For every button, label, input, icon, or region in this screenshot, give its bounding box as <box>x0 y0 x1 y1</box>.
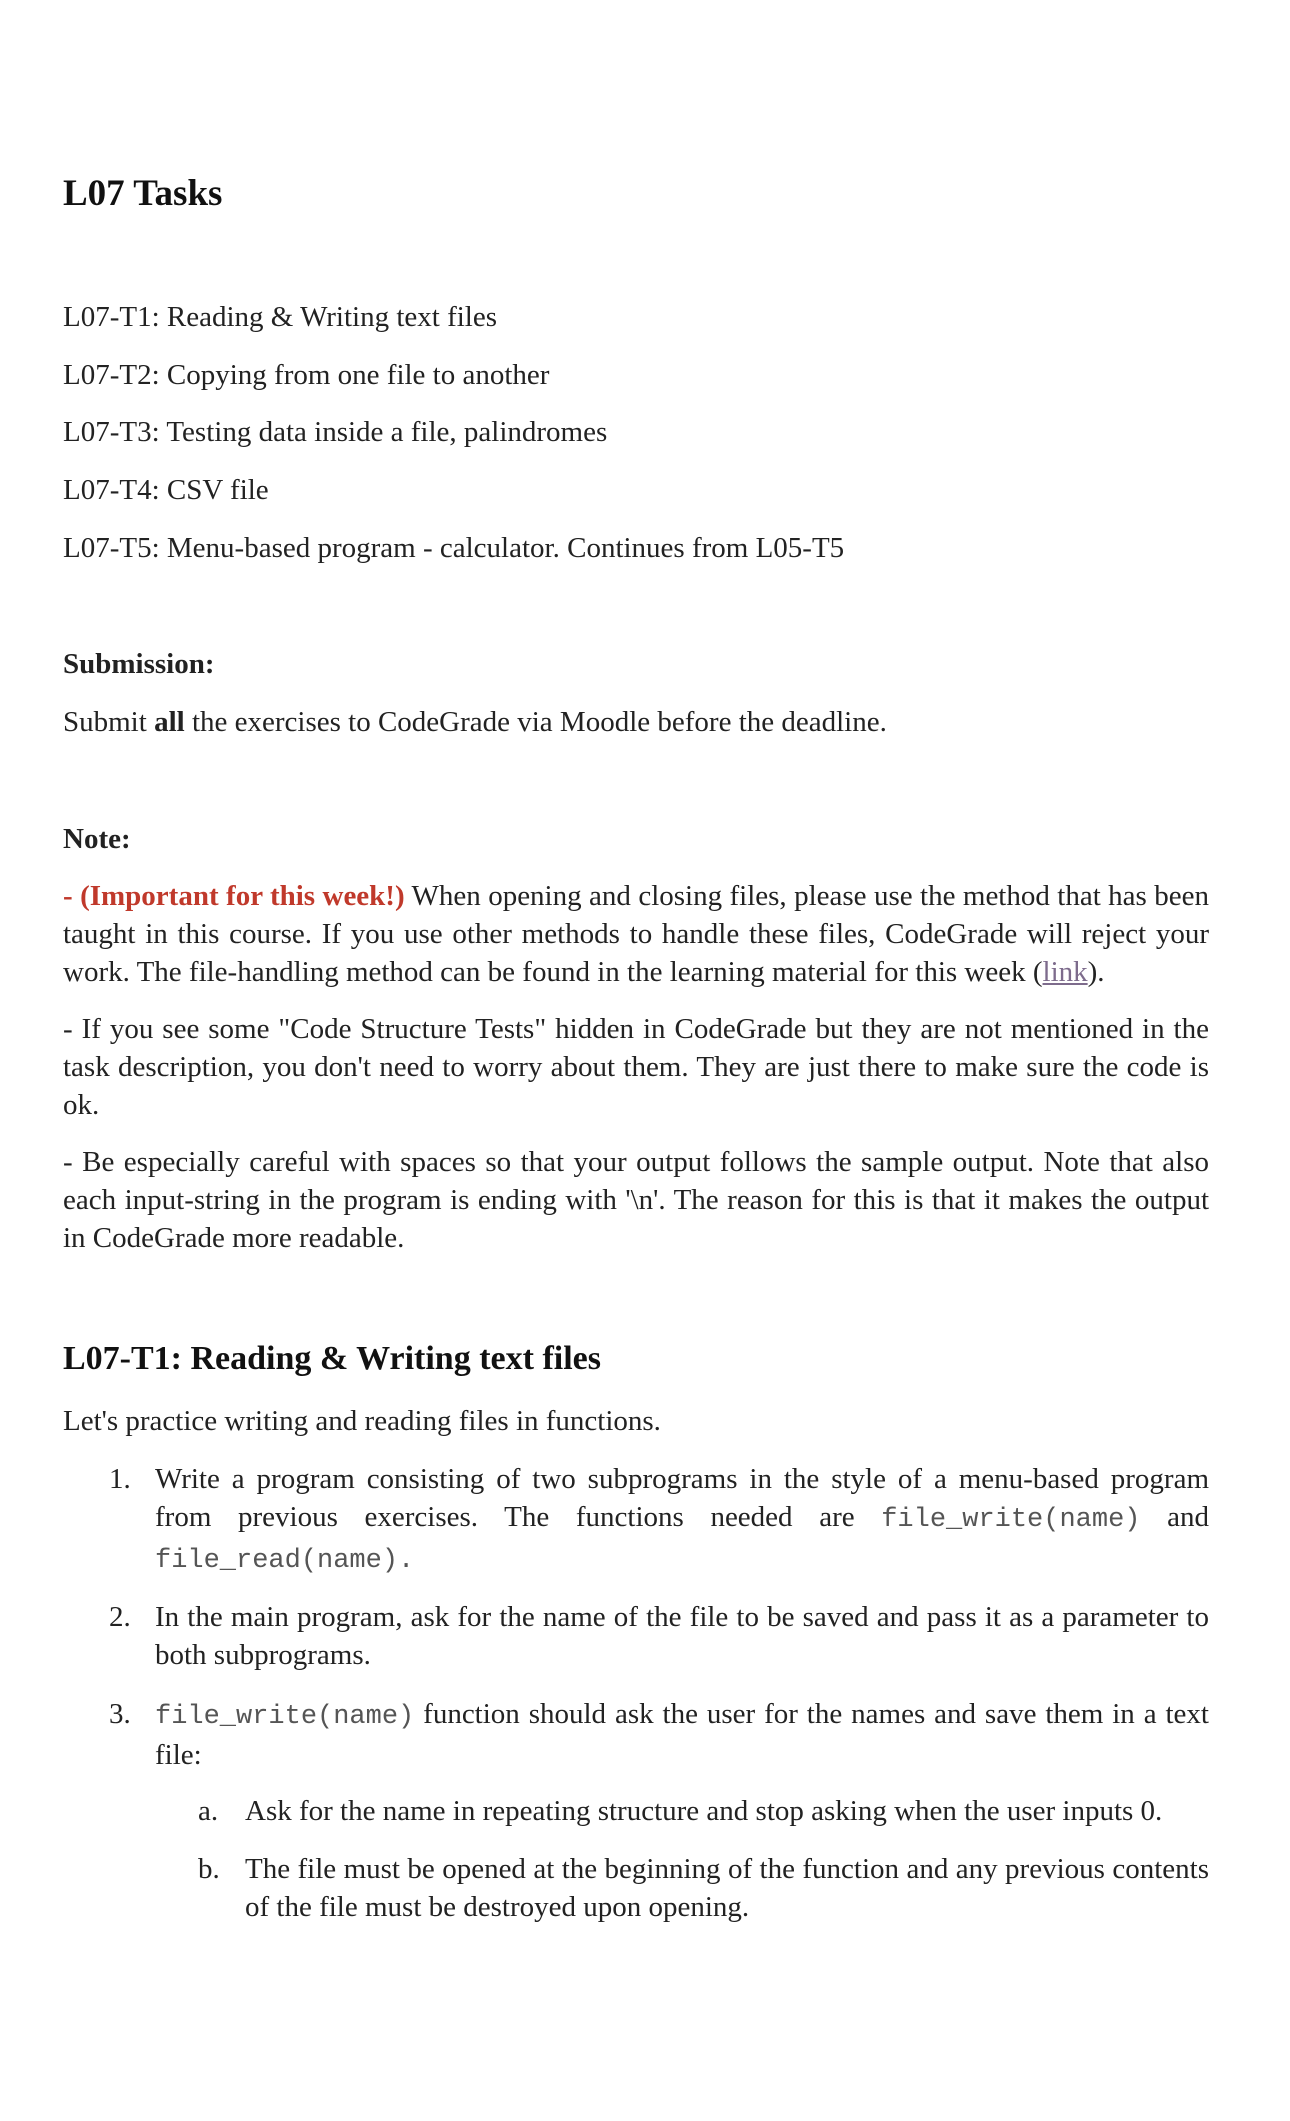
list-number: 1. <box>109 1463 131 1495</box>
task-list-item-2: L07-T2: Copying from one file to another <box>63 359 550 391</box>
t1-heading: L07-T1: Reading & Writing text files <box>63 1340 601 1377</box>
submission-heading: Submission: <box>63 648 215 680</box>
sublist-item-a: Ask for the name in repeating structure and stop asking when the user inputs 0. <box>245 1795 1163 1827</box>
list-item-3: file_write(name) function should ask the user for the names and save them in a text file: <box>155 1698 1209 1771</box>
note-spaces: - Be especially careful with spaces so that your output follows the sample output. Note that also each input-string in the program is ending with '\n'. The reason for this is that it makes the output in CodeGrade more readable. <box>63 1146 1209 1254</box>
note-code-structure: - If you see some "Code Structure Tests" hidden in CodeGrade but they are not mentioned in the task description, you don't need to worry about them. They are just there to make sure the code is ok. <box>63 1013 1209 1121</box>
task-list-item-3: L07-T3: Testing data inside a file, palindromes <box>63 416 608 448</box>
sublist-letter: b. <box>198 1853 220 1885</box>
task-list-item-1: L07-T1: Reading & Writing text files <box>63 301 498 333</box>
sublist-item-b: The file must be opened at the beginning of the function and any previous contents of the file must be destroyed upon opening. <box>245 1853 1209 1923</box>
list-item-2: In the main program, ask for the name of the file to be saved and pass it as a parameter to both subprograms. <box>155 1601 1209 1671</box>
code-file-read: file_read(name) <box>155 1546 399 1576</box>
sublist-letter: a. <box>198 1795 219 1827</box>
list-number: 2. <box>109 1601 131 1633</box>
list-item-1: Write a program consisting of two subprograms in the style of a menu-based program from previous exercises. The functions needed are file_write(name) and file_read(name). <box>155 1463 1209 1576</box>
code-file-write: file_write(name) <box>155 1702 415 1732</box>
task-list-item-5: L07-T5: Menu-based program - calculator. Continues from L05-T5 <box>63 532 845 564</box>
code-file-write: file_write(name) <box>881 1505 1141 1535</box>
list-number: 3. <box>109 1698 131 1730</box>
note-heading: Note: <box>63 823 131 855</box>
submission-text: Submit all the exercises to CodeGrade via Moodle before the deadline. <box>63 706 887 738</box>
task-list-item-4: L07-T4: CSV file <box>63 474 269 506</box>
note-important: - (Important for this week!) When opening and closing files, please use the method that has been taught in this course. If you use other methods to handle these files, CodeGrade will reject your work. The file-handling method can be found in the learning material for this week (link). <box>63 880 1209 988</box>
page-title: L07 Tasks <box>63 173 223 214</box>
t1-intro: Let's practice writing and reading files in functions. <box>63 1405 661 1437</box>
learning-material-link[interactable]: link <box>1042 956 1088 988</box>
